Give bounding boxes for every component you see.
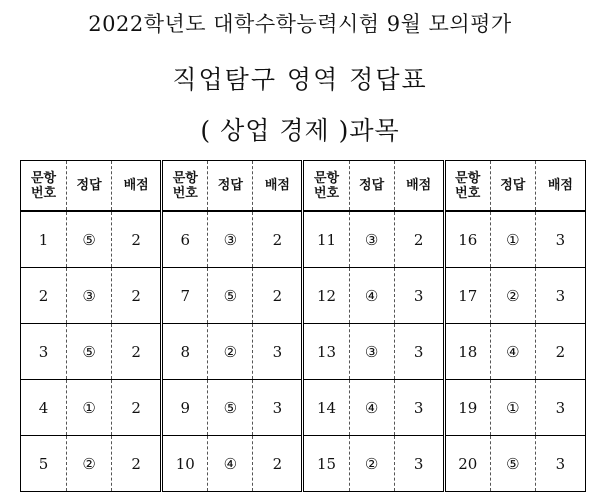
answer-table xyxy=(20,160,586,492)
points-cell: 3 xyxy=(535,268,585,324)
answer-cell: ⑤ xyxy=(67,211,112,268)
area-title: 직업탐구 영역 정답표 xyxy=(172,65,428,94)
question-number-cell: 13 xyxy=(303,324,349,380)
answer-table-body xyxy=(21,211,586,492)
question-number-header-line2: 번호 xyxy=(172,185,198,201)
question-number-header xyxy=(162,161,208,212)
points-cell: 3 xyxy=(535,436,585,492)
points-cell: 3 xyxy=(253,380,303,436)
answer-table-header xyxy=(21,161,586,212)
subject-title: ( 상업 경제 )과목 xyxy=(200,116,400,145)
points-cell: 2 xyxy=(253,268,303,324)
answer-cell: ④ xyxy=(349,268,394,324)
answer-cell: ⑤ xyxy=(490,436,535,492)
answer-cell: ⑤ xyxy=(208,268,253,324)
answer-cell: ① xyxy=(67,380,112,436)
points-cell: 2 xyxy=(112,436,162,492)
question-number-cell: 9 xyxy=(162,380,208,436)
question-number-header xyxy=(21,161,67,212)
answer-cell: ② xyxy=(490,268,535,324)
question-number-cell: 15 xyxy=(303,436,349,492)
question-number-cell: 8 xyxy=(162,324,208,380)
table-row xyxy=(21,380,586,436)
question-number-header-line2: 번호 xyxy=(313,185,340,201)
points-header: 배점 xyxy=(535,161,585,212)
points-cell: 2 xyxy=(253,436,303,492)
points-cell: 2 xyxy=(112,211,162,268)
points-header: 배점 xyxy=(253,161,303,212)
answer-cell: ① xyxy=(490,380,535,436)
question-number-header-line2: 번호 xyxy=(455,185,481,201)
answer-cell: ③ xyxy=(208,211,253,268)
points-cell: 2 xyxy=(253,211,303,268)
question-number-cell: 5 xyxy=(21,436,67,492)
question-number-cell: 11 xyxy=(303,211,349,268)
question-number-cell: 3 xyxy=(21,324,67,380)
points-cell: 2 xyxy=(112,324,162,380)
answer-header: 정답 xyxy=(349,161,394,212)
question-number-cell: 14 xyxy=(303,380,349,436)
points-cell: 2 xyxy=(394,211,444,268)
question-number-header-line2: 번호 xyxy=(30,185,57,201)
table-row xyxy=(21,436,586,492)
question-number-cell: 12 xyxy=(303,268,349,324)
answer-cell: ③ xyxy=(349,324,394,380)
points-header: 배점 xyxy=(112,161,162,212)
answer-header: 정답 xyxy=(67,161,112,212)
points-cell: 3 xyxy=(253,324,303,380)
answer-cell: ④ xyxy=(490,324,535,380)
answer-cell: ⑤ xyxy=(67,324,112,380)
points-cell: 2 xyxy=(535,324,585,380)
points-header: 배점 xyxy=(394,161,444,212)
points-cell: 3 xyxy=(535,380,585,436)
question-number-cell: 20 xyxy=(444,436,490,492)
answer-cell: ④ xyxy=(208,436,253,492)
question-number-cell: 16 xyxy=(444,211,490,268)
question-number-header xyxy=(444,161,490,212)
table-row xyxy=(21,324,586,380)
table-row xyxy=(21,211,586,268)
question-number-header xyxy=(303,161,349,212)
answer-cell: ① xyxy=(490,211,535,268)
points-cell: 3 xyxy=(535,211,585,268)
header-row xyxy=(21,161,586,212)
question-number-cell: 10 xyxy=(162,436,208,492)
answer-cell: ② xyxy=(208,324,253,380)
points-cell: 3 xyxy=(394,324,444,380)
question-number-cell: 18 xyxy=(444,324,490,380)
answer-header: 정답 xyxy=(208,161,253,212)
question-number-cell: 4 xyxy=(21,380,67,436)
points-cell: 3 xyxy=(394,380,444,436)
answer-cell: ② xyxy=(67,436,112,492)
exam-title: 2022학년도 대학수학능력시험 9월 모의평가 xyxy=(88,12,512,36)
answer-cell: ③ xyxy=(349,211,394,268)
question-number-header-line1: 문항 xyxy=(455,170,481,186)
question-number-header-line1: 문항 xyxy=(30,170,57,186)
points-cell: 3 xyxy=(394,436,444,492)
points-cell: 3 xyxy=(394,268,444,324)
question-number-cell: 2 xyxy=(21,268,67,324)
question-number-cell: 1 xyxy=(21,211,67,268)
question-number-header-line1: 문항 xyxy=(172,170,198,186)
answer-cell: ⑤ xyxy=(208,380,253,436)
points-cell: 2 xyxy=(112,268,162,324)
answer-cell: ④ xyxy=(349,380,394,436)
answer-cell: ② xyxy=(349,436,394,492)
question-number-header-line1: 문항 xyxy=(313,170,340,186)
question-number-cell: 17 xyxy=(444,268,490,324)
question-number-cell: 6 xyxy=(162,211,208,268)
question-number-cell: 19 xyxy=(444,380,490,436)
points-cell: 2 xyxy=(112,380,162,436)
table-row xyxy=(21,268,586,324)
answer-cell: ③ xyxy=(67,268,112,324)
question-number-cell: 7 xyxy=(162,268,208,324)
answer-header: 정답 xyxy=(490,161,535,212)
